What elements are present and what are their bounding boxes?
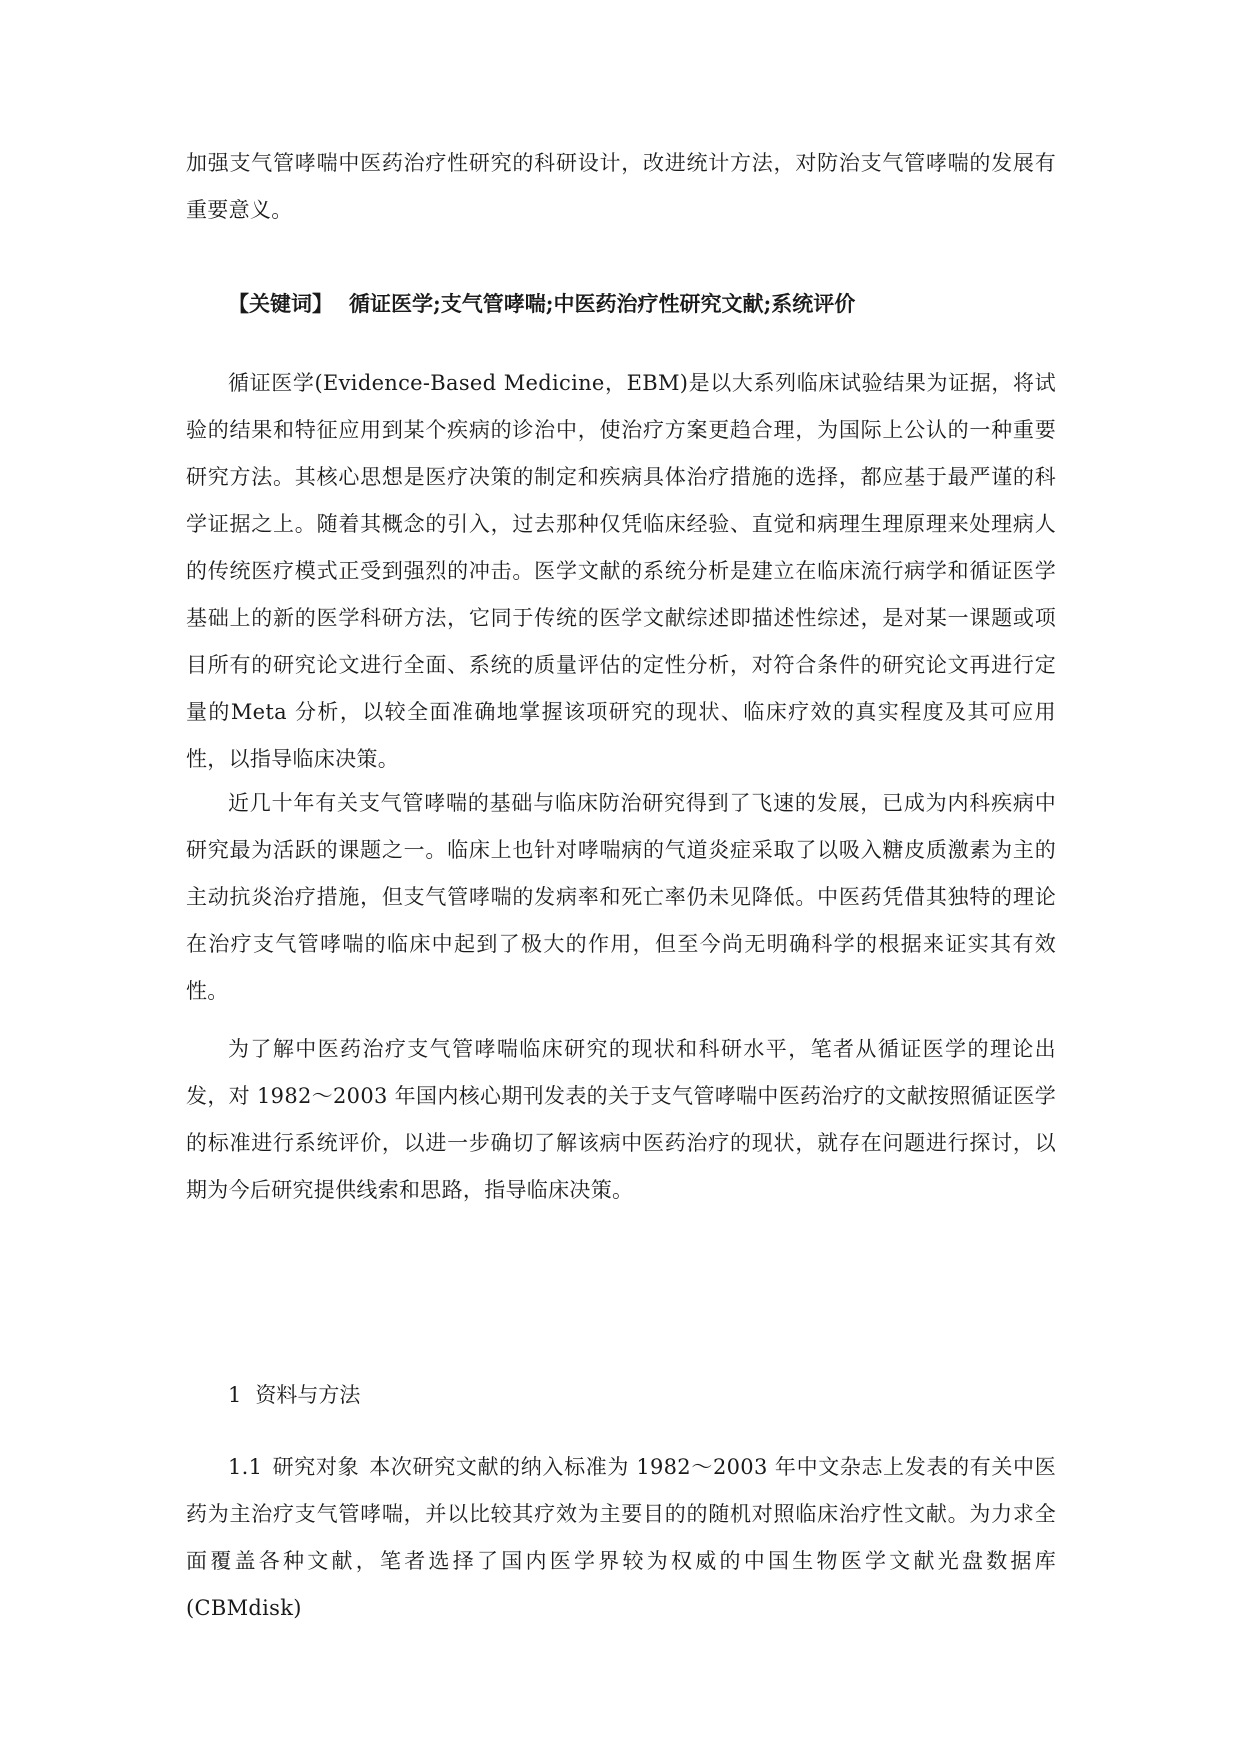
paragraph-study-purpose: 为了解中医药治疗支气管哮喘临床研究的现状和科研水平，笔者从循证医学的理论出发，对 1982～2003 年国内核心期刊发表的关于支气管哮喘中医药治疗的文献按照循证医学的标准进行系统评价，以进一步确切了解该病中医药治疗的现状，就存在问题进行探讨，以期为今后研究提供线索和思路，指导临床决策。 bbox=[186, 1037, 1056, 1202]
paragraph-ebm-intro: 循证医学(Evidence-Based Medicine，EBM)是以大系列临床试验结果为证据，将试验的结果和特征应用到某个疾病的诊治中，使治疗方案更趋合理，为国际上公认的一种重要研究方法。其核心思想是医疗决策的制定和疾病具体治疗措施的选择，都应基于最严谨的科学证据之上。随着其概念的引入，过去那种仅凭临床经验、直觉和病理生理原理来处理病人的传统医疗模式正受到强烈的冲击。医学文献的系统分析是建立在临床流行病学和循证医学基础上的新的医学科研方法，它同于传统的医学文献综述即描述性综述，是对某一课题或项目所有的研究论文进行全面、系统的质量评估的定性分析，对符合条件的研究论文再进行定量的Meta 分析，以较全面准确地掌握该项研究的现状、临床疗效的真实程度及其可应用性，以指导临床决策。 bbox=[186, 371, 1056, 771]
section-number: 1 bbox=[228, 1383, 242, 1407]
section-heading bbox=[228, 1372, 360, 1419]
subsection-research-object bbox=[186, 1444, 1056, 1632]
subsection-label: 研究对象 bbox=[272, 1455, 360, 1479]
section-title: 资料与方法 bbox=[255, 1383, 361, 1407]
keywords-line bbox=[228, 280, 855, 327]
abstract-conclusion: 加强支气管哮喘中医药治疗性研究的科研设计，改进统计方法，对防治支气管哮喘的发展有重要意义。 bbox=[186, 151, 1056, 222]
subsection-number: 1.1 bbox=[228, 1455, 263, 1479]
keywords-label: 【关键词】 bbox=[228, 291, 333, 316]
keywords-text: 循证医学;支气管哮喘;中医药治疗性研究文献;系统评价 bbox=[349, 291, 856, 316]
paragraph-asthma-research: 近几十年有关支气管哮喘的基础与临床防治研究得到了飞速的发展，已成为内科疾病中研究最为活跃的课题之一。临床上也针对哮喘病的气道炎症采取了以吸入糖皮质激素为主的主动抗炎治疗措施，但支气管哮喘的发病率和死亡率仍未见降低。中医药凭借其独特的理论在治疗支气管哮喘的临床中起到了极大的作用，但至今尚无明确科学的根据来证实其有效性。 bbox=[186, 791, 1056, 1003]
subsection-text: 本次研究文献的纳入标准为 1982～2003 年中文杂志上发表的有关中医药为主治疗支气管哮喘，并以比较其疗效为主要目的的随机对照临床治疗性文献。为力求全面覆盖各种文献，笔者选择了国内医学界较为权威的中国生物医学文献光盘数据库(CBMdisk) bbox=[186, 1455, 1056, 1620]
